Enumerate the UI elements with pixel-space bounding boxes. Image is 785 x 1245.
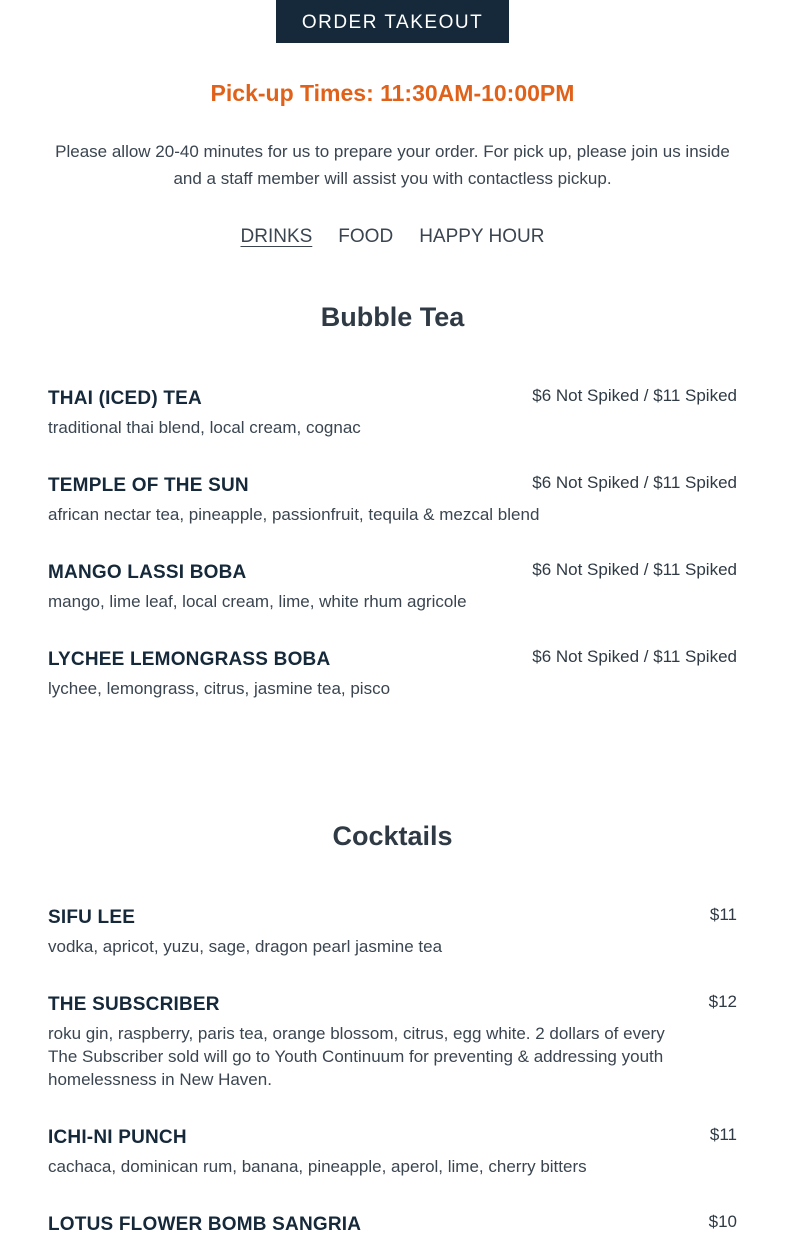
menu-item (48, 994, 737, 1091)
item-description: cachaca, dominican rum, banana, pineapple, aperol, lime, cherry bitters (48, 1157, 587, 1176)
item-description: traditional thai blend, local cream, cognac (48, 418, 361, 437)
item-price: $12 (708, 992, 737, 1011)
menu-item (48, 649, 737, 700)
section-title-cocktails: Cocktails (332, 821, 453, 851)
item-description: roku gin, raspberry, paris tea, orange blossom, citrus, egg white. 2 dollars of every The Subscriber sold will go to Youth Continuum for preventing & addressing youth homelessness in New Haven. (48, 1024, 665, 1089)
item-price: $11 (709, 905, 737, 924)
menu-tabs (0, 226, 785, 248)
item-description: mango, lime leaf, local cream, lime, white rhum agricole (48, 592, 467, 611)
item-name: MANGO LASSI BOBA (48, 562, 247, 583)
item-name: ICHI-NI PUNCH (48, 1127, 187, 1148)
item-price: $6 Not Spiked / $11 Spiked (532, 386, 737, 405)
item-price: $6 Not Spiked / $11 Spiked (532, 473, 737, 492)
menu-item (48, 1214, 737, 1236)
item-name: THAI (ICED) TEA (48, 388, 202, 409)
order-takeout-button[interactable]: ORDER TAKEOUT (276, 0, 509, 43)
item-name: LYCHEE LEMONGRASS BOBA (48, 649, 331, 670)
tab-drinks[interactable]: DRINKS (240, 226, 313, 247)
menu-item (48, 562, 737, 613)
item-price: $6 Not Spiked / $11 Spiked (532, 647, 737, 666)
item-price: $10 (708, 1212, 737, 1231)
tab-food[interactable]: FOOD (338, 226, 394, 247)
pickup-notice: Please allow 20-40 minutes for us to prepare your order. For pick up, please join us inside and a staff member will assist you with contactless pickup. (55, 142, 730, 188)
menu-item (48, 1127, 737, 1178)
item-name: SIFU LEE (48, 907, 136, 928)
item-price: $6 Not Spiked / $11 Spiked (532, 560, 737, 579)
item-description: lychee, lemongrass, citrus, jasmine tea, pisco (48, 679, 391, 698)
menu-item (48, 388, 737, 439)
item-name: TEMPLE OF THE SUN (48, 475, 249, 496)
tab-happy-hour[interactable]: HAPPY HOUR (419, 226, 545, 247)
menu-item (48, 475, 737, 526)
item-description: vodka, apricot, yuzu, sage, dragon pearl jasmine tea (48, 937, 443, 956)
section-title-bubble-tea: Bubble Tea (320, 302, 465, 332)
item-price: $11 (709, 1125, 737, 1144)
item-description: african nectar tea, pineapple, passionfruit, tequila & mezcal blend (48, 505, 540, 524)
menu-item (48, 907, 737, 958)
item-name: LOTUS FLOWER BOMB SANGRIA (48, 1214, 362, 1235)
pickup-times: Pick-up Times: 11:30AM-10:00PM (210, 80, 575, 106)
item-name: THE SUBSCRIBER (48, 994, 220, 1015)
